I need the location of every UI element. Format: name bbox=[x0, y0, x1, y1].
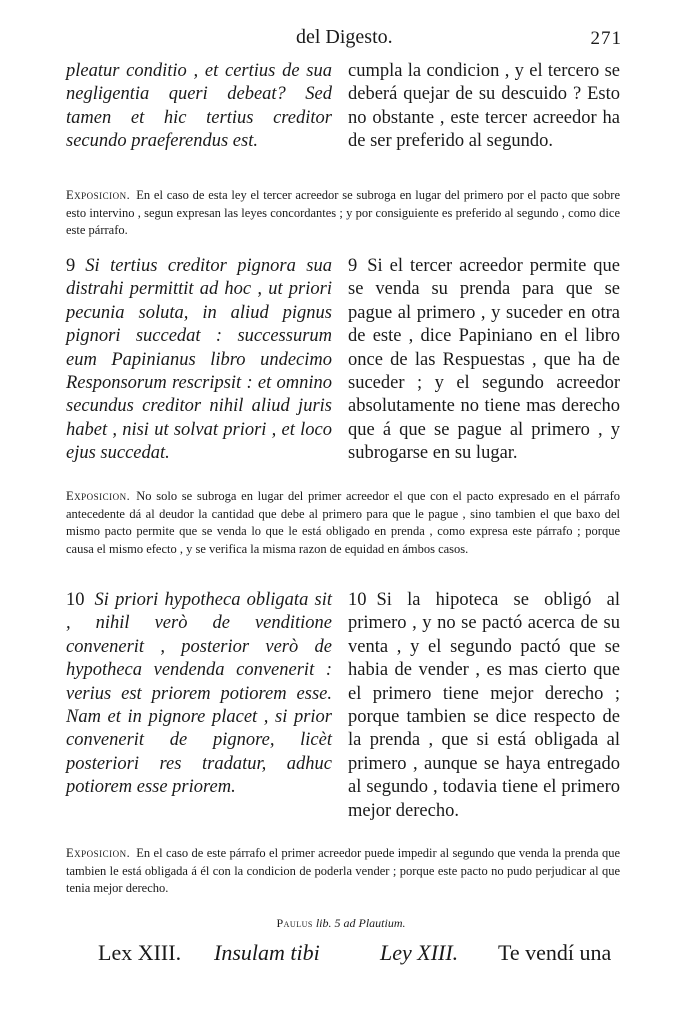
source-work: lib. 5 ad Plautium. bbox=[315, 916, 406, 930]
page-number: 271 bbox=[590, 28, 622, 49]
source-citation bbox=[0, 916, 682, 931]
paragraph-number: 9 bbox=[348, 256, 358, 276]
latin-paragraph: pleatur conditio , et certius de sua negligentia queri debeat? Sed tamen et hic tertius creditor secundo praeferendus est. bbox=[66, 61, 332, 152]
exposicion-text: En el caso de este párrafo el primer acreedor puede impedir al segundo que venda la prenda que tambien le está obligada á él con la condicion de poderla vender ; porque este pacto no pudo perjudicar al que tenia mejor derecho. bbox=[66, 846, 620, 895]
source-author: Paulus bbox=[276, 916, 313, 930]
latin-text bbox=[66, 589, 332, 800]
spanish-paragraph: cumpla la condicion , y el tercero se deberá quejar de su descuido ? Esto no obstante , este tercer acreedor ha de ser preferido al segundo. bbox=[348, 61, 620, 152]
exposicion-note bbox=[66, 488, 620, 558]
spanish-law-start: Te vendí una bbox=[498, 940, 612, 965]
spanish-law-heading: Ley XIII. bbox=[380, 940, 459, 965]
latin-paragraph: Si tertius creditor pignora sua distrahi permittit ad hoc , ut priori pecunia soluta, in aliud pignus pignori succedat : successurum eum Papinianus libro undecimo Responsorum rescripsit : et omnino secundus creditor nihil aliud juris habet , nisi ut solvat priori , et loco ejus succedat. bbox=[66, 256, 332, 464]
spanish-paragraph: Si el tercer acreedor permite que se venda su prenda para que se pague al primero , y suceder en otra de este , dice Papiniano en el libro once de las Respuestas , que ha de suceder ; y el segundo acreedor absolutamente no tiene mas derecho que á que se pague al primero , y subrogarse en su lugar. bbox=[348, 256, 620, 464]
exposicion-note bbox=[66, 845, 620, 898]
latin-text bbox=[66, 60, 332, 154]
latin-law-start: Insulam tibi bbox=[214, 940, 320, 965]
spanish-text bbox=[348, 589, 620, 823]
exposicion-text: No solo se subroga en lugar del primer acreedor el que con el pacto expresado en el párrafo antecedente dá al deudor la cantidad que debe al primero para que le pague , sino tambien el que baxo del mismo pacto permite que se venda lo que le está obligado en prenda , como expresa este párrafo ; porque causa el mismo efecto , y se verifica la misma razon de equidad en ámbos casos. bbox=[66, 489, 620, 556]
paragraph-number: 10 bbox=[66, 590, 85, 610]
exposicion-label: Exposicion. bbox=[66, 188, 131, 202]
spanish-text bbox=[348, 60, 620, 154]
latin-paragraph: Si priori hypotheca obligata sit , nihil verò de venditione convenerit , posterior verò de hypotheca vendenda convenerit : verius est priorem potiorem esse. Nam et in pignore placet , si prior convenerit de pignore, licèt posteriori res tradatur, adhuc potiorem esse priorem. bbox=[66, 590, 332, 798]
exposicion-label: Exposicion. bbox=[66, 846, 131, 860]
latin-law-heading: Lex XIII. bbox=[98, 940, 182, 965]
page-header-title: del Digesto. bbox=[296, 26, 393, 48]
paragraph-number: 9 bbox=[66, 256, 76, 276]
latin-text bbox=[66, 255, 332, 466]
exposicion-text: En el caso de esta ley el tercer acreedor se subroga en lugar del primero por el pacto que sobre esto intervino , segun expresan las leyes concordantes ; y por consiguiente es preferido al segundo , como dice este párrafo. bbox=[66, 188, 620, 237]
exposicion-note bbox=[66, 187, 620, 240]
exposicion-label: Exposicion. bbox=[66, 489, 131, 503]
spanish-text bbox=[348, 255, 620, 466]
paragraph-number: 10 bbox=[348, 590, 367, 610]
running-head bbox=[0, 26, 682, 54]
spanish-paragraph: Si la hipoteca se obligó al primero , y no se pactó acerca de su venta , y el segundo pactó que se habia de vender , es mas cierto que el primero tiene mejor derecho ; porque tambien se dice respecto de la prenda , que si está obligada al primero , aunque se haya entregado al segundo , todavia tiene el primero mejor derecho. bbox=[348, 590, 620, 821]
next-law-heading bbox=[98, 940, 618, 970]
